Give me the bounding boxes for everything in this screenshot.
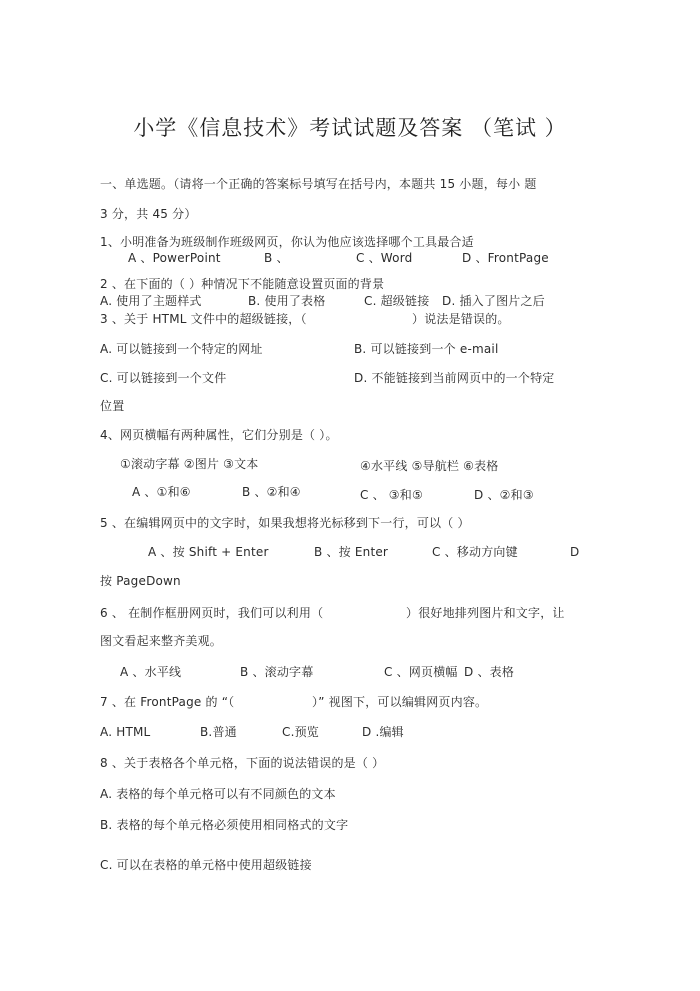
question-7-option-b: B.普通 [200, 725, 237, 739]
question-7-stem-left: 7 、在 FrontPage 的 “（ [100, 695, 235, 709]
question-8-stem: 8 、关于表格各个单元格，下面的说法错误的是（ ） [100, 756, 385, 770]
page-title: 小学《信息技术》考试试题及答案 （笔试 ） [133, 116, 567, 140]
question-7-option-a: A. HTML [100, 725, 151, 739]
question-6-stem-right: ）很好地排列图片和文字，让 [406, 606, 565, 620]
question-1-option-d: D 、FrontPage [462, 251, 549, 265]
question-5-option-d-continued: 按 PageDown [100, 574, 181, 588]
question-6-option-c: C 、网页横幅 [384, 665, 458, 679]
question-4-items-left: ①滚动字幕 ②图片 ③文本 [120, 457, 259, 471]
question-5-option-a: A 、按 Shift + Enter [148, 545, 269, 559]
question-3-option-a: A. 可以链接到一个特定的网址 [100, 342, 263, 356]
question-1-option-b: B 、 [264, 251, 289, 265]
question-7-option-d: D .编辑 [362, 725, 404, 739]
question-5-stem: 5 、在编辑网页中的文字时，如果我想将光标移到下一行，可以（ ） [100, 516, 470, 530]
question-3-stem-right: ）说法是错误的。 [412, 312, 510, 326]
question-4-stem: 4、网页横幅有两种属性，它们分别是（ ）。 [100, 428, 338, 442]
section-instructions-line1: 一、单选题。（请将一个正确的答案标号填写在括号内，本题共 15 小题，每小 题 [100, 177, 537, 191]
question-3-option-d-continued: 位置 [100, 399, 125, 413]
question-5-option-b: B 、按 Enter [314, 545, 389, 559]
question-5-option-d: D [570, 545, 580, 559]
question-2-option-c: C. 超级链接 [364, 294, 430, 308]
question-2-option-d: D. 插入了图片之后 [442, 294, 545, 308]
question-8-option-b: B. 表格的每个单元格必须使用相同格式的文字 [100, 818, 349, 832]
question-3-option-c: C. 可以链接到一个文件 [100, 371, 227, 385]
question-2-option-b: B. 使用了表格 [248, 294, 326, 308]
question-1-option-c: C 、Word [356, 251, 413, 265]
question-4-option-c: C 、 ③和⑤ [360, 488, 423, 502]
question-4-option-b: B 、②和④ [242, 485, 301, 499]
question-1-option-a: A 、PowerPoint [128, 251, 221, 265]
question-3-stem-left: 3 、关于 HTML 文件中的超级链接，（ [100, 312, 307, 326]
question-6-option-a: A 、水平线 [120, 665, 182, 679]
question-2-stem: 2 、在下面的（ ）种情况下不能随意设置页面的背景 [100, 277, 385, 291]
question-2-option-a: A. 使用了主题样式 [100, 294, 202, 308]
question-3-option-d: D. 不能链接到当前网页中的一个特定 [354, 371, 555, 385]
question-7-stem-right: ）” 视图下，可以编辑网页内容。 [312, 695, 488, 709]
question-1-stem: 1、小明准备为班级制作班级网页，你认为他应该选择哪个工具最合适 [100, 235, 474, 249]
question-6-option-b: B 、滚动字幕 [240, 665, 314, 679]
question-4-option-a: A 、①和⑥ [132, 485, 191, 499]
question-4-option-d: D 、②和③ [474, 488, 534, 502]
question-5-option-c: C 、移动方向键 [432, 545, 518, 559]
question-7-option-c: C.预览 [282, 725, 319, 739]
question-6-option-d: D 、表格 [464, 665, 515, 679]
question-3-option-b: B. 可以链接到一个 e-mail [354, 342, 499, 356]
question-6-stem-continued: 图文看起来整齐美观。 [100, 634, 223, 648]
question-6-stem-left: 6 、 在制作框册网页时，我们可以利用（ [100, 606, 324, 620]
question-8-option-a: A. 表格的每个单元格可以有不同颜色的文本 [100, 787, 336, 801]
section-instructions-line2: 3 分，共 45 分） [100, 207, 197, 221]
question-4-items-right: ④水平线 ⑤导航栏 ⑥表格 [360, 459, 499, 473]
question-8-option-c: C. 可以在表格的单元格中使用超级链接 [100, 858, 312, 872]
